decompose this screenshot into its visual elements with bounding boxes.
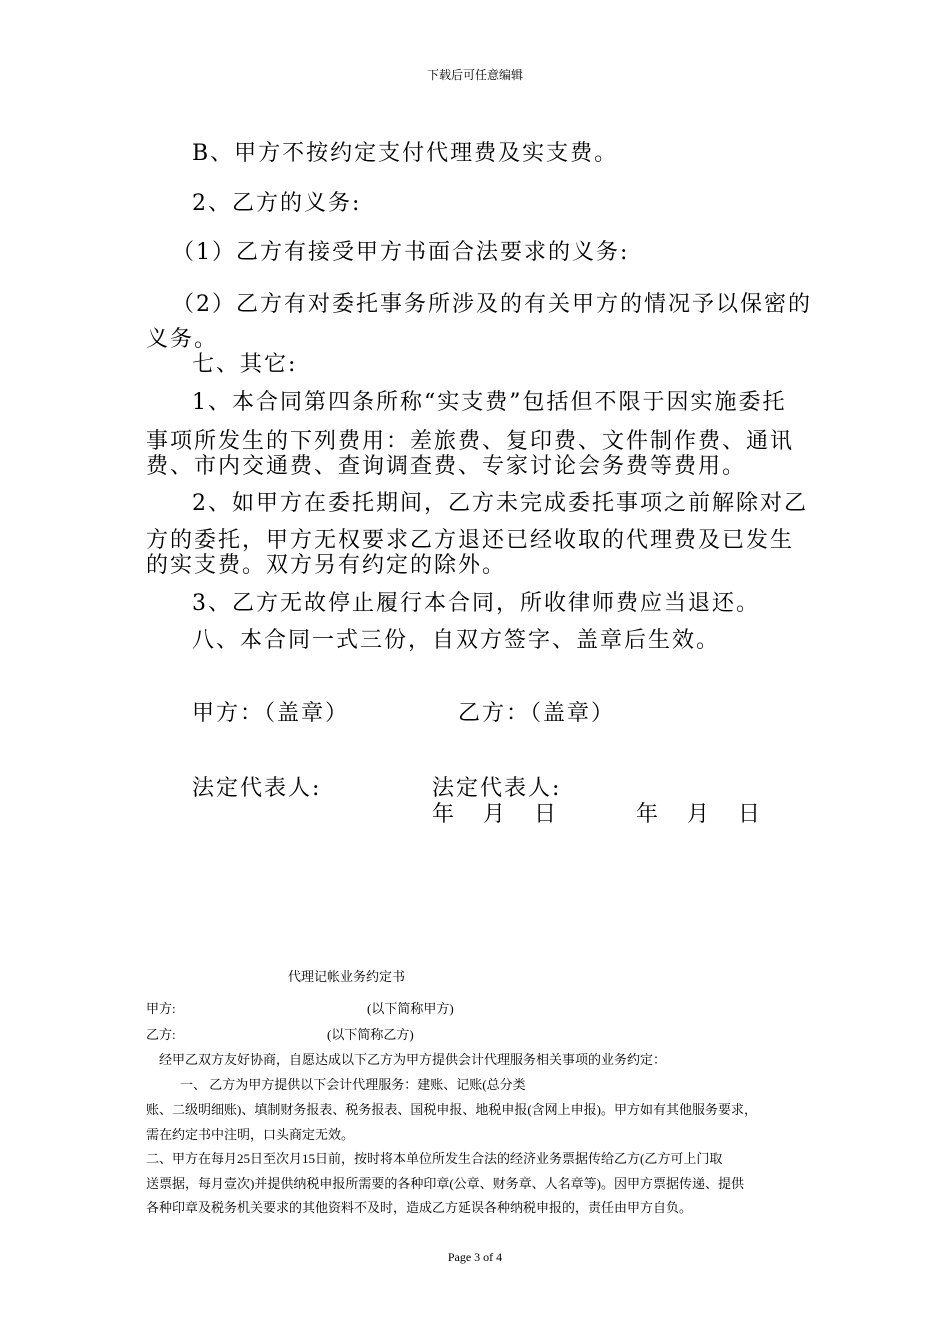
paragraph: 经甲乙双方友好协商，自愿达成以下乙方为甲方提供会计代理服务相关事项的业务约定： xyxy=(159,1052,667,1067)
paragraph: 需在约定书中注明，口头商定无效。 xyxy=(146,1127,355,1142)
page-number: Page 3 of 4 xyxy=(447,1250,503,1264)
signature-rep-a: 法定代表人: xyxy=(192,776,322,801)
section-heading: 八、本合同一式三份，自双方签字、盖章后生效。 xyxy=(192,628,721,653)
paragraph: （2）乙方有对委托事务所涉及的有关甲方的情况予以保密的 xyxy=(172,292,812,317)
signature-date-b: 年 月 日 xyxy=(636,802,762,827)
paragraph: 方的委托，甲方无权要求乙方退还已经收取的代理费及已发生 xyxy=(146,528,795,553)
paragraph: 各种印章及税务机关要求的其他资料不及时，造成乙方延误各种纳税申报的，责任由甲方自负。 xyxy=(146,1200,693,1215)
party-b-note: (以下简称乙方) xyxy=(327,1027,414,1042)
paragraph: 事项所发生的下列费用：差旅费、复印费、文件制作费、通讯 xyxy=(146,429,795,454)
paragraph: 2、如甲方在委托期间，乙方未完成委托事项之前解除对乙 xyxy=(192,491,808,516)
party-b-label: 乙方: xyxy=(146,1027,176,1042)
signature-rep-b: 法定代表人: xyxy=(432,776,562,801)
party-a-label: 甲方: xyxy=(146,1001,176,1016)
paragraph: 费、市内交通费、查询调查费、专家讨论会务费等费用。 xyxy=(146,454,747,479)
paragraph: B、甲方不按约定支付代理费及实支费。 xyxy=(192,141,619,166)
signature-date-a: 年 月 日 xyxy=(432,802,558,827)
paragraph: 的实支费。双方另有约定的除外。 xyxy=(146,553,507,578)
page-header: 下载后可任意编辑 xyxy=(426,68,523,82)
paragraph: 3、乙方无故停止履行本合同，所收律师费应当退还。 xyxy=(192,591,760,616)
agreement-title: 代理记帐业务约定书 xyxy=(288,969,406,984)
paragraph: 账、二级明细账)、填制财务报表、税务报表、国税申报、地税申报(含网上申报)。甲方如有其他服务要求， xyxy=(146,1102,757,1117)
signature-party-a: 甲方：（盖章） xyxy=(192,701,350,726)
paragraph: 二、甲方在每月25日至次月15日前，按时将本单位所发生合法的经济业务票据传给乙方(乙方可上门取 xyxy=(146,1151,723,1166)
section-heading: 七、其它: xyxy=(192,352,298,377)
paragraph: 2、乙方的义务: xyxy=(192,191,362,216)
paragraph: 1、本合同第四条所称“实支费”包括但不限于因实施委托 xyxy=(192,390,787,415)
paragraph: 义务。 xyxy=(146,327,219,352)
paragraph: （1）乙方有接受甲方书面合法要求的义务: xyxy=(172,240,630,265)
paragraph: 一、 乙方为甲方提供以下会计代理服务：建账、记账(总分类 xyxy=(180,1077,526,1092)
party-a-note: (以下简称甲方) xyxy=(367,1001,454,1016)
paragraph: 送票据，每月壹次)并提供纳税申报所需要的各种印章(公章、财务章、人名章等)。因甲方票据传递、提供 xyxy=(146,1176,744,1191)
signature-party-b: 乙方：（盖章） xyxy=(458,701,616,726)
